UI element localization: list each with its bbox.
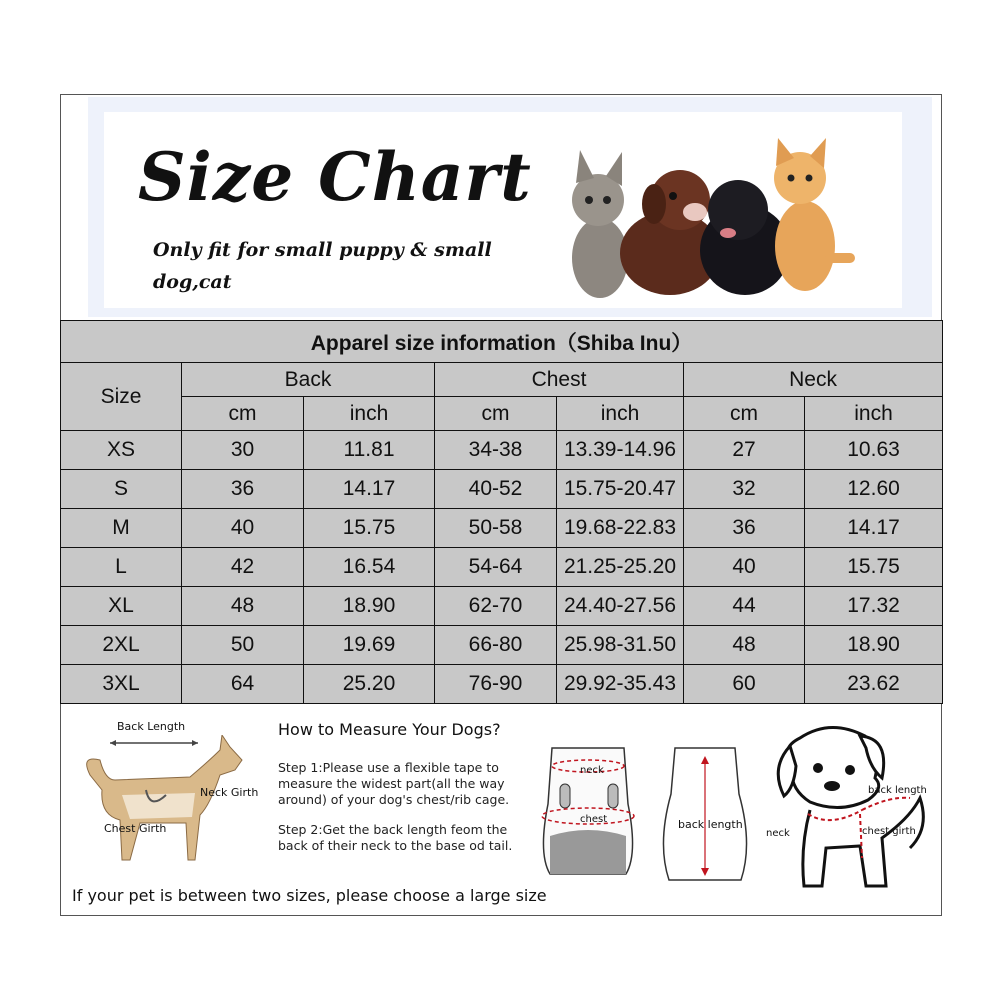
table-cell: 36	[182, 470, 304, 509]
dog-chest-girth-label: Chest Girth	[104, 822, 167, 835]
table-cell: 40	[684, 548, 805, 587]
table-cell: 25.20	[304, 665, 435, 704]
table-cell: 24.40-27.56	[557, 587, 684, 626]
table-cell: 32	[684, 470, 805, 509]
table-row	[61, 548, 943, 587]
table-cell: 15.75-20.47	[557, 470, 684, 509]
table-cell: 44	[684, 587, 805, 626]
table-cell: 10.63	[805, 431, 943, 470]
table-cell: 30	[182, 431, 304, 470]
vest-back-diagram	[655, 744, 755, 886]
table-cell: 50-58	[435, 509, 557, 548]
dog-neck-girth-label: Neck Girth	[200, 786, 259, 799]
table-cell: 21.25-25.20	[557, 548, 684, 587]
table-info-title: Apparel size information（Shiba Inu）	[61, 321, 943, 363]
table-cell: 29.92-35.43	[557, 665, 684, 704]
table-cell: 15.75	[805, 548, 943, 587]
table-cell: 17.32	[805, 587, 943, 626]
table-cell: 34-38	[435, 431, 557, 470]
table-cell: 18.90	[304, 587, 435, 626]
table-row	[61, 509, 943, 548]
table-cell: 15.75	[304, 509, 435, 548]
table-cell: 14.17	[304, 470, 435, 509]
table-cell: 18.90	[805, 626, 943, 665]
table-cell: 11.81	[304, 431, 435, 470]
table-row	[61, 587, 943, 626]
table-cell: 60	[684, 665, 805, 704]
measure-title: How to Measure Your Dogs?	[278, 720, 501, 739]
table-row	[61, 626, 943, 665]
unit-header: inch	[557, 397, 684, 431]
cartoon-neck-label: neck	[766, 828, 790, 839]
orange-kitten-image	[774, 138, 855, 291]
table-cell: 19.69	[304, 626, 435, 665]
cartoon-back-length-label: back length	[868, 785, 927, 796]
vest-neck-label: neck	[580, 765, 604, 776]
size-header: Size	[61, 363, 182, 431]
size-cell: M	[61, 509, 182, 548]
size-note: If your pet is between two sizes, please choose a large size	[72, 886, 547, 905]
table-cell: 76-90	[435, 665, 557, 704]
table-cell: 66-80	[435, 626, 557, 665]
size-table	[60, 320, 943, 704]
table-cell: 50	[182, 626, 304, 665]
table-cell: 13.39-14.96	[557, 431, 684, 470]
cartoon-dog-illustration	[770, 718, 935, 898]
size-cell: 2XL	[61, 626, 182, 665]
table-cell: 40-52	[435, 470, 557, 509]
table-cell: 16.54	[304, 548, 435, 587]
measure-step-2: Step 2:Get the back length feom the back of their neck to the base od tail.	[278, 822, 513, 853]
table-cell: 42	[182, 548, 304, 587]
size-cell: L	[61, 548, 182, 587]
table-cell: 48	[684, 626, 805, 665]
table-cell: 14.17	[805, 509, 943, 548]
unit-header: cm	[435, 397, 557, 431]
size-cell: 3XL	[61, 665, 182, 704]
table-cell: 12.60	[805, 470, 943, 509]
table-cell: 64	[182, 665, 304, 704]
page-title: Size Chart	[138, 138, 532, 216]
vest-back-length-label: back length	[678, 818, 743, 831]
table-row	[61, 665, 943, 704]
table-cell: 19.68-22.83	[557, 509, 684, 548]
table-row	[61, 470, 943, 509]
cartoon-chest-girth-label: chest girth	[862, 826, 916, 837]
unit-header: cm	[182, 397, 304, 431]
size-cell: XL	[61, 587, 182, 626]
table-cell: 62-70	[435, 587, 557, 626]
table-cell: 48	[182, 587, 304, 626]
table-row	[61, 431, 943, 470]
table-cell: 54-64	[435, 548, 557, 587]
group-header-chest: Chest	[435, 363, 684, 397]
table-cell: 40	[182, 509, 304, 548]
group-header-back: Back	[182, 363, 435, 397]
vest-chest-label: chest	[580, 814, 608, 825]
table-cell: 25.98-31.50	[557, 626, 684, 665]
table-cell: 23.62	[805, 665, 943, 704]
shiba-dog-illustration	[70, 735, 250, 875]
pets-photo	[560, 138, 860, 303]
unit-header: inch	[304, 397, 435, 431]
grey-kitten-image	[572, 150, 628, 298]
table-cell: 27	[684, 431, 805, 470]
group-header-neck: Neck	[684, 363, 943, 397]
page-subtitle: Only fit for small puppy & small dog,cat	[153, 239, 492, 293]
measure-step-1: Step 1:Please use a flexible tape to measure the widest part(all the way around) of your dog's chest/rib cage.	[278, 760, 510, 807]
size-cell: S	[61, 470, 182, 509]
table-cell: 36	[684, 509, 805, 548]
unit-header: cm	[684, 397, 805, 431]
unit-header: inch	[805, 397, 943, 431]
dog-back-length-label: Back Length	[117, 720, 186, 733]
size-cell: XS	[61, 431, 182, 470]
